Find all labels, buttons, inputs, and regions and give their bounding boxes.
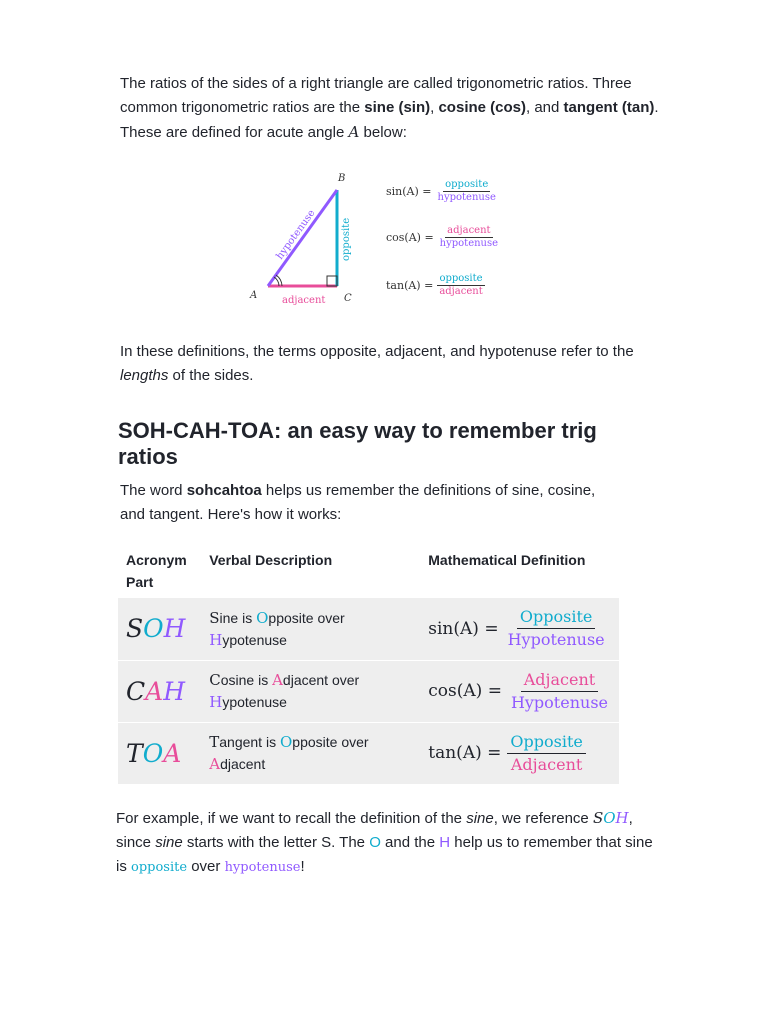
example-text: , since	[116, 810, 633, 851]
h-letter: H	[439, 834, 451, 851]
triangle-figure	[240, 165, 380, 315]
hypotenuse-word: hypotenuse	[224, 860, 301, 875]
verbal-initial: O	[279, 733, 293, 752]
vertex-a-label: A	[250, 290, 258, 301]
cosine-numerator: adjacent	[447, 225, 491, 236]
example-paragraph	[116, 806, 656, 880]
verbal-text: angent is	[219, 734, 280, 751]
verbal-text: ine is	[219, 609, 257, 626]
definition-denominator: Hypotenuse	[507, 630, 605, 650]
acronym-letter: H	[163, 676, 186, 706]
verbal-text: ypotenuse	[222, 694, 287, 710]
acronym-soh	[126, 614, 185, 643]
verbal-description	[209, 731, 409, 775]
example-text: , we reference	[493, 810, 593, 827]
soh-letter: H	[615, 809, 629, 827]
verbal-initial: O	[256, 608, 269, 627]
sine-definition	[428, 606, 611, 651]
cosine-fraction	[438, 225, 500, 250]
vertex-c-label: C	[344, 293, 352, 304]
tangent-numerator: opposite	[439, 273, 483, 284]
verbal-text: ypotenuse	[222, 631, 287, 648]
verbal-text: osine is	[220, 672, 273, 688]
verbal-text: djacent over	[282, 672, 360, 688]
verbal-initial: C	[209, 671, 221, 689]
definition-lhs: sin(A) =	[428, 618, 499, 639]
tangent-lhs: tan(A) =	[386, 279, 434, 292]
sine-term: sine (sin)	[364, 99, 431, 116]
acronym-letter: O	[143, 614, 164, 644]
vertex-b-label: B	[338, 173, 346, 184]
sine-equation	[386, 179, 498, 204]
acronym-letter: A	[145, 676, 164, 706]
acronym-letter: S	[126, 614, 144, 644]
cosine-lhs: cos(A) =	[386, 231, 434, 244]
note-text: helps us remember the definitions of sine, cosine, and tangent. Here's how it works:	[120, 482, 596, 523]
definition-fraction	[505, 606, 608, 651]
hypotenuse-side	[268, 190, 337, 286]
definition-numerator: Opposite	[507, 731, 585, 754]
acronym-cell	[118, 722, 201, 784]
acronym-letter: T	[126, 738, 143, 768]
sine-lhs: sin(A) =	[386, 185, 432, 198]
example-text: over	[187, 858, 225, 875]
example-text: and the	[380, 834, 440, 851]
soh-inline	[593, 809, 629, 827]
right-triangle-diagram	[240, 165, 520, 315]
acronym-cah	[126, 677, 185, 706]
definition-denominator: Adjacent	[510, 754, 583, 774]
cosine-term: cosine (cos)	[438, 99, 526, 116]
soh-letter: O	[603, 809, 616, 827]
sohcahtoa-intro	[120, 479, 620, 527]
angle-variable: A	[348, 123, 360, 141]
tangent-fraction	[437, 273, 484, 298]
tangent-denominator: adjacent	[439, 286, 483, 297]
definition-fraction	[508, 669, 611, 714]
table-row-toa	[118, 722, 619, 784]
definition-numerator: Opposite	[517, 606, 595, 629]
verbal-initial: T	[209, 733, 220, 752]
tangent-definition	[428, 731, 611, 776]
verbal-initial: H	[209, 630, 223, 649]
definition-numerator: Adjacent	[521, 669, 598, 692]
intro-paragraph	[120, 72, 660, 145]
tangent-equation	[386, 273, 485, 298]
column-header-verbal: Verbal Description	[209, 552, 333, 568]
hypotenuse-label: hypotenuse	[274, 207, 318, 262]
intro-text: . These are defined for acute angle	[120, 99, 659, 141]
sine-denominator: hypotenuse	[437, 192, 496, 203]
verbal-cell	[201, 598, 420, 660]
sohcahtoa-term: sohcahtoa	[186, 482, 262, 499]
adjacent-label: adjacent	[282, 295, 326, 306]
math-cell	[420, 722, 619, 784]
verbal-cell	[201, 722, 420, 784]
sine-emphasis: sine	[155, 834, 183, 851]
sine-numerator: opposite	[445, 179, 489, 190]
verbal-text: djacent	[220, 756, 266, 773]
table-row-cah	[118, 660, 619, 722]
acronym-letter: A	[163, 738, 182, 768]
intro-text: , and	[526, 99, 564, 116]
table-row-soh	[118, 598, 619, 660]
verbal-cell	[201, 660, 420, 722]
definition-fraction	[507, 731, 585, 776]
definition-lhs: cos(A) =	[428, 681, 502, 701]
note-text: In these definitions, the terms opposite, adjacent, and hypotenuse refer to the	[120, 343, 634, 360]
note-text: of the sides.	[168, 367, 254, 384]
verbal-text: pposite over	[268, 609, 345, 626]
lengths-emphasis: lengths	[120, 367, 169, 384]
definition-lhs: tan(A) =	[428, 743, 502, 764]
o-letter: O	[369, 834, 381, 851]
verbal-initial: A	[209, 755, 221, 774]
table-header-row	[118, 544, 619, 598]
cosine-definition	[428, 669, 611, 714]
sine-fraction	[436, 179, 498, 204]
definition-denominator: Hypotenuse	[510, 692, 608, 712]
opposite-word: opposite	[131, 860, 188, 875]
ratio-definitions	[386, 165, 526, 315]
example-text: For example, if we want to recall the definition of the	[116, 810, 467, 827]
example-text: !	[300, 858, 305, 875]
acronym-toa	[126, 739, 181, 768]
section-heading: SOH-CAH-TOA: an easy way to remember trig ratios	[118, 418, 597, 469]
acronym-cell	[118, 598, 201, 660]
cosine-denominator: hypotenuse	[439, 238, 499, 249]
acronym-letter: H	[163, 614, 186, 644]
verbal-initial: H	[209, 693, 223, 711]
verbal-initial: S	[209, 608, 220, 627]
cosine-equation	[386, 225, 500, 250]
acronym-letter: C	[126, 676, 146, 706]
verbal-initial: A	[272, 671, 283, 689]
verbal-description	[209, 669, 409, 713]
note-text: The word	[120, 482, 187, 499]
math-cell	[420, 598, 619, 660]
column-header-math: Mathematical Definition	[428, 552, 586, 568]
acronym-cell	[118, 660, 201, 722]
soh-letter: S	[592, 809, 604, 827]
example-text: help us to remember that sine is	[116, 834, 653, 875]
example-text: starts with the letter S. The	[182, 834, 370, 851]
opposite-label: opposite	[341, 217, 352, 261]
column-header-acronym: Acronym Part	[126, 552, 187, 590]
math-cell	[420, 660, 619, 722]
sohcahtoa-table	[118, 544, 619, 784]
verbal-description	[209, 607, 409, 651]
acronym-letter: O	[142, 738, 164, 768]
intro-text: below:	[359, 124, 407, 141]
tangent-term: tangent (tan)	[563, 99, 655, 116]
sine-emphasis: sine	[466, 810, 494, 827]
intro-text: ,	[430, 99, 439, 116]
intro-text: The ratios of the sides of a right triangle are called trigonometric ratios. Three common trigonometric ratios are the	[120, 75, 632, 116]
verbal-text: pposite over	[292, 734, 369, 751]
definitions-note	[120, 340, 660, 388]
